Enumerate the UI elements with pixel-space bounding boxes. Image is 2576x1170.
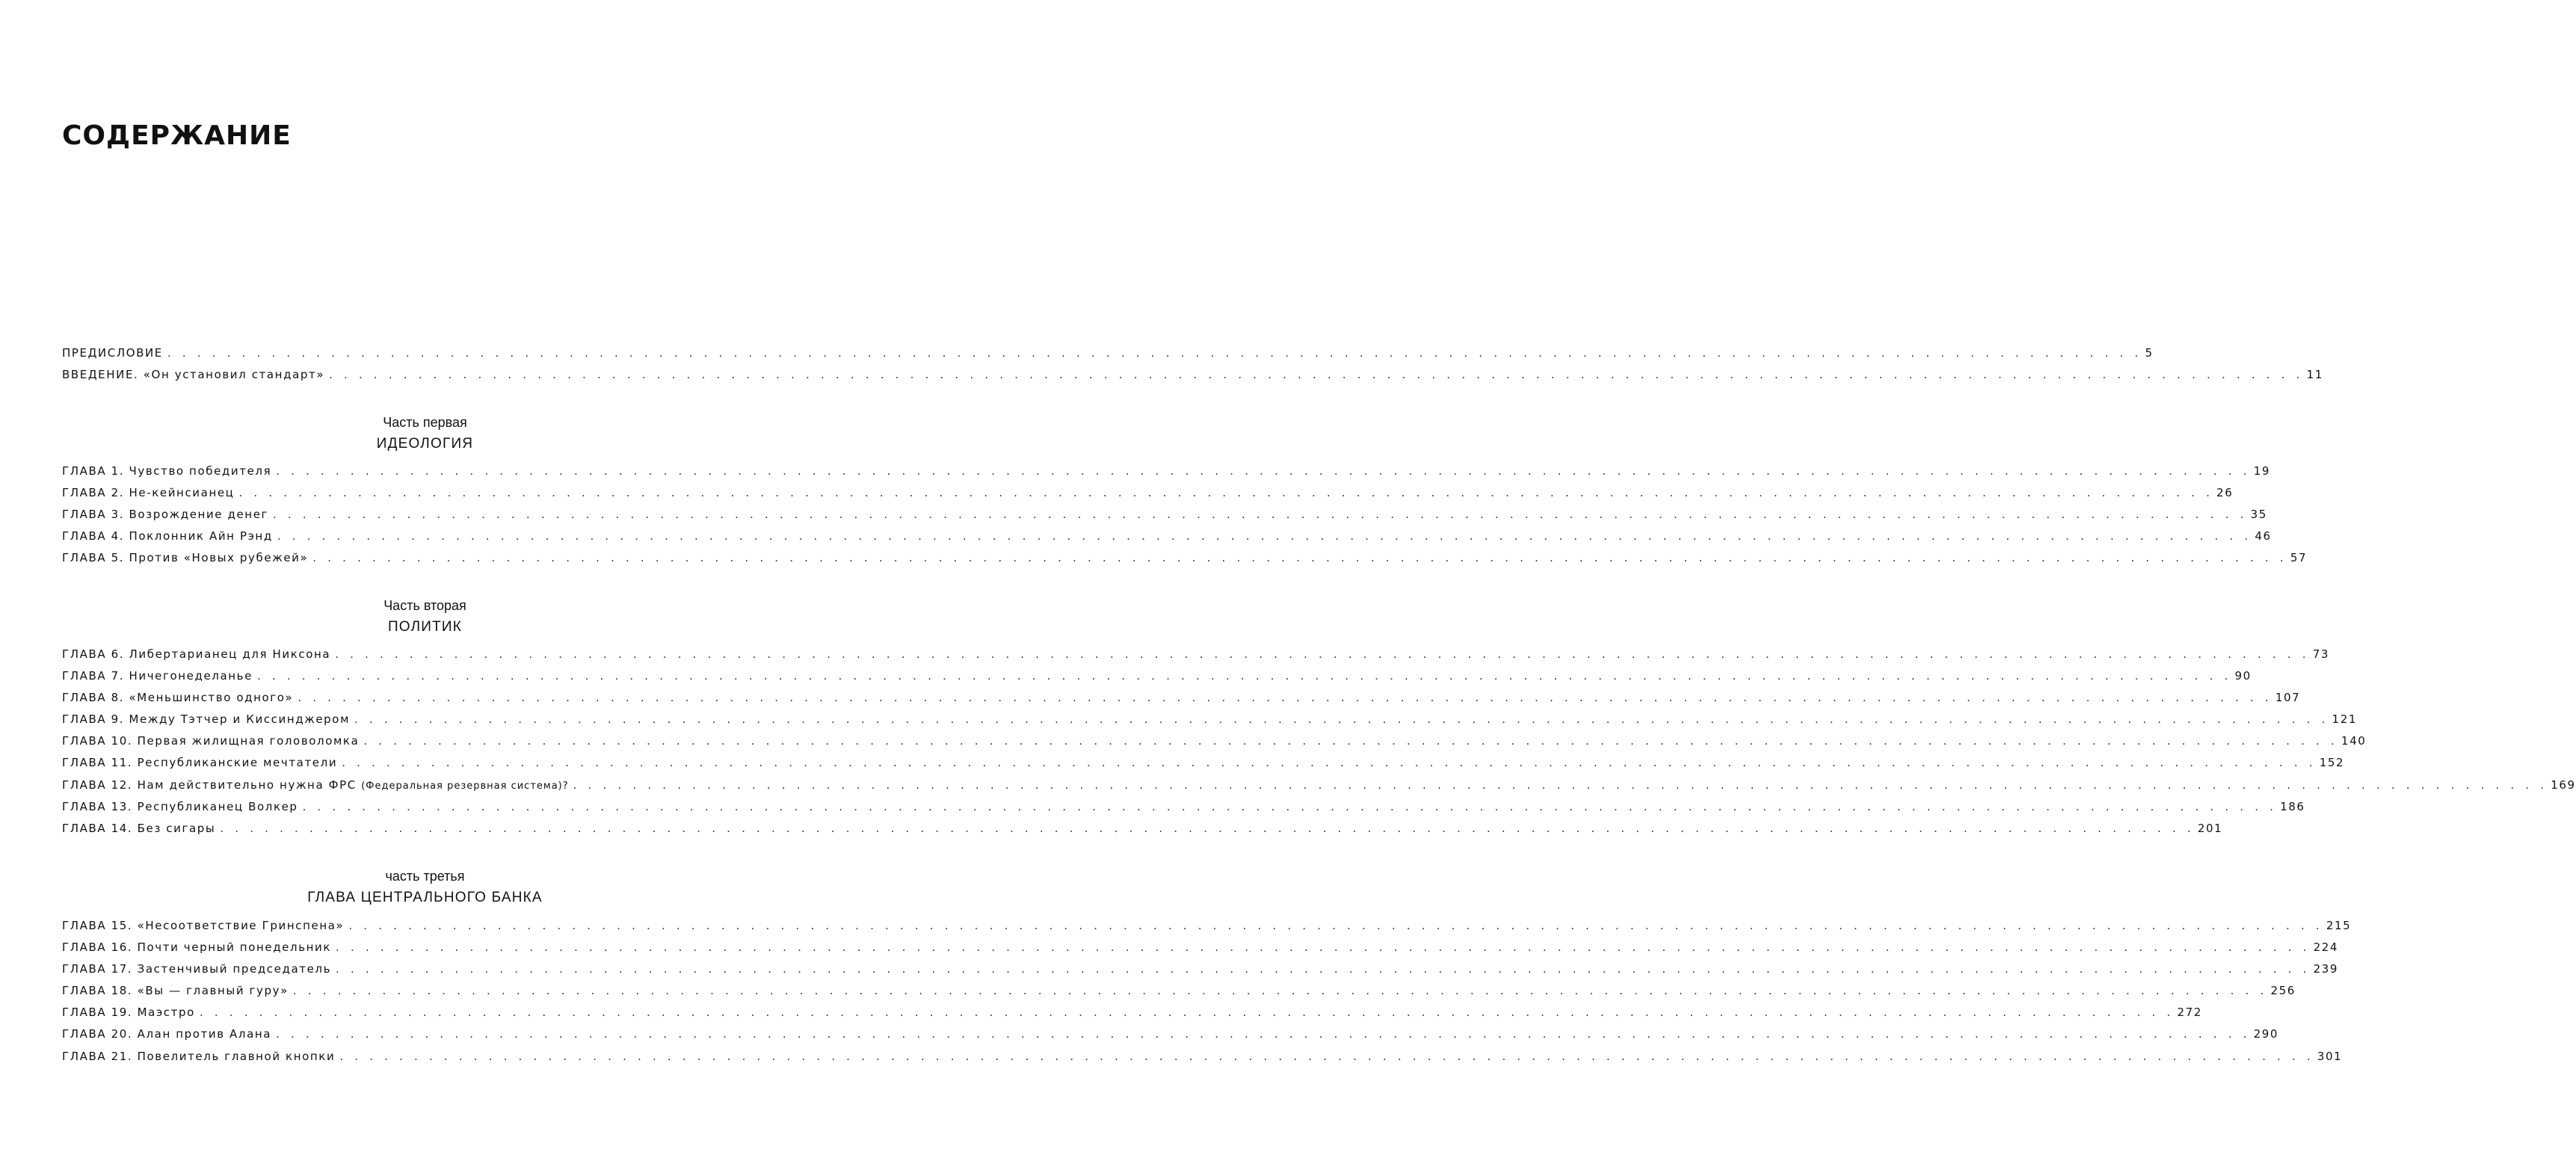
toc-entry-chapter-14[interactable] bbox=[62, 821, 2223, 843]
toc-entry-page: 57 bbox=[2290, 551, 2308, 565]
toc-entry-chapter-18[interactable] bbox=[62, 984, 2296, 1006]
toc-entry-page: 186 bbox=[2280, 799, 2305, 813]
toc-entry-page: 215 bbox=[2326, 919, 2352, 932]
toc-entry-page: 26 bbox=[2216, 486, 2234, 500]
dot-leader bbox=[363, 734, 2338, 748]
toc-entry-chapter-12[interactable] bbox=[62, 778, 2576, 800]
toc-entry-page: 224 bbox=[2313, 940, 2339, 955]
part-3-chapter-list bbox=[62, 919, 2352, 1071]
toc-entry-chapter-11[interactable] bbox=[62, 756, 2345, 778]
part-heading-1 bbox=[62, 413, 788, 454]
toc-entry-page: 152 bbox=[2319, 756, 2345, 770]
toc-entry-introduction[interactable] bbox=[62, 368, 2323, 390]
dot-leader bbox=[573, 778, 2548, 792]
toc-entry-title: ГЛАВА 8. «Меньшинство одного» bbox=[62, 691, 294, 705]
toc-entry-title: ГЛАВА 20. Алан против Алана bbox=[62, 1027, 272, 1041]
front-matter-list bbox=[62, 346, 2323, 390]
toc-entry-chapter-7[interactable] bbox=[62, 669, 2252, 691]
toc-entry-page: 140 bbox=[2341, 734, 2367, 748]
toc-entry-chapter-20[interactable] bbox=[62, 1027, 2279, 1049]
toc-entry-page: 201 bbox=[2197, 821, 2223, 835]
toc-entry-chapter-9[interactable] bbox=[62, 712, 2357, 734]
toc-entry-subtitle: (Федеральная резервная система)? bbox=[361, 780, 569, 792]
toc-entry-title: ПРЕДИСЛОВИЕ bbox=[62, 346, 163, 360]
dot-leader bbox=[276, 1027, 2251, 1041]
dot-leader bbox=[335, 647, 2310, 661]
toc-entry-title: ГЛАВА 9. Между Тэтчер и Киссинджером bbox=[62, 712, 350, 727]
toc-entry-title-main: ГЛАВА 12. Нам действительно нужна ФРС bbox=[62, 778, 357, 792]
toc-entry-title: ГЛАВА 15. «Несоответствие Гринспена» bbox=[62, 919, 345, 932]
toc-entry-page: 290 bbox=[2253, 1027, 2279, 1041]
toc-entry-chapter-2[interactable] bbox=[62, 486, 2234, 508]
page-title: СОДЕРЖАНИЕ bbox=[62, 120, 292, 151]
toc-entry-title: ГЛАВА 21. Повелитель главной кнопки bbox=[62, 1049, 336, 1063]
toc-entry-preface[interactable] bbox=[62, 346, 2154, 368]
dot-leader bbox=[342, 756, 2317, 769]
toc-entry-chapter-4[interactable] bbox=[62, 529, 2272, 551]
toc-entry-title: ГЛАВА 2. Не-кейнсианец bbox=[62, 486, 235, 500]
dot-leader bbox=[276, 464, 2251, 478]
toc-entry-page: 35 bbox=[2250, 508, 2267, 522]
part-1-chapter-list bbox=[62, 464, 2308, 573]
toc-entry-page: 73 bbox=[2312, 647, 2330, 661]
dot-leader bbox=[167, 346, 2142, 360]
dot-leader bbox=[336, 940, 2311, 954]
toc-entry-chapter-5[interactable] bbox=[62, 551, 2308, 573]
toc-entry-chapter-10[interactable] bbox=[62, 734, 2367, 756]
dot-leader bbox=[277, 529, 2252, 543]
dot-leader bbox=[329, 368, 2304, 381]
part-2-chapter-list bbox=[62, 647, 2576, 843]
toc-entry-title: ГЛАВА 11. Республиканские мечтатели bbox=[62, 756, 338, 770]
dot-leader bbox=[348, 919, 2323, 932]
toc-entry-title: ВВЕДЕНИЕ. «Он установил стандарт» bbox=[62, 368, 325, 382]
dot-leader bbox=[200, 1006, 2175, 1019]
dot-leader bbox=[354, 712, 2329, 726]
part-label: Часть вторая bbox=[383, 598, 466, 613]
toc-entry-title: ГЛАВА 5. Против «Новых рубежей» bbox=[62, 551, 309, 565]
toc-entry-page: 5 bbox=[2145, 346, 2154, 360]
toc-entry-chapter-8[interactable] bbox=[62, 691, 2301, 712]
part-label: часть третья bbox=[385, 869, 465, 884]
toc-entry-page: 256 bbox=[2270, 984, 2296, 998]
toc-entry-chapter-21[interactable] bbox=[62, 1049, 2343, 1071]
toc-entry-chapter-15[interactable] bbox=[62, 919, 2352, 940]
dot-leader bbox=[312, 551, 2287, 564]
toc-entry-page: 301 bbox=[2317, 1049, 2343, 1063]
toc-entry-page: 11 bbox=[2306, 368, 2323, 382]
toc-entry-chapter-6[interactable] bbox=[62, 647, 2330, 669]
toc-entry-chapter-3[interactable] bbox=[62, 508, 2267, 529]
dot-leader bbox=[336, 962, 2311, 976]
toc-entry-chapter-16[interactable] bbox=[62, 940, 2339, 962]
toc-entry-title: ГЛАВА 13. Республиканец Волкер bbox=[62, 799, 298, 813]
toc-entry-page: 272 bbox=[2177, 1006, 2202, 1020]
toc-entry-title: ГЛАВА 1. Чувство победителя bbox=[62, 464, 272, 478]
toc-entry-title: ГЛАВА 6. Либертарианец для Никсона bbox=[62, 647, 331, 661]
dot-leader bbox=[220, 822, 2195, 835]
toc-entry-page: 169 bbox=[2551, 778, 2576, 792]
dot-leader bbox=[293, 984, 2268, 997]
part-label: Часть первая bbox=[383, 415, 467, 430]
dot-leader bbox=[298, 691, 2273, 704]
toc-entry-page: 46 bbox=[2255, 529, 2272, 544]
toc-entry-title: ГЛАВА 16. Почти черный понедельник bbox=[62, 940, 332, 955]
toc-entry-page: 239 bbox=[2313, 962, 2339, 976]
toc-entry-title bbox=[62, 778, 569, 792]
toc-entry-chapter-17[interactable] bbox=[62, 962, 2339, 984]
toc-entry-chapter-1[interactable] bbox=[62, 464, 2271, 486]
toc-entry-page: 107 bbox=[2275, 691, 2301, 705]
toc-entry-chapter-19[interactable] bbox=[62, 1006, 2202, 1027]
part-title: ГЛАВА ЦЕНТРАЛЬНОГО БАНКА bbox=[307, 890, 543, 905]
toc-entry-page: 19 bbox=[2253, 464, 2271, 478]
toc-entry-title: ГЛАВА 14. Без сигары bbox=[62, 821, 216, 835]
part-title: ИДЕОЛОГИЯ bbox=[376, 436, 474, 452]
dot-leader bbox=[273, 508, 2248, 521]
dot-leader bbox=[239, 486, 2214, 499]
toc-entry-title: ГЛАВА 18. «Вы — главный гуру» bbox=[62, 984, 289, 998]
part-heading-2 bbox=[62, 597, 788, 637]
toc-entry-title: ГЛАВА 3. Возрождение денег bbox=[62, 508, 269, 522]
part-title: ПОЛИТИК bbox=[387, 619, 463, 635]
toc-entry-title: ГЛАВА 10. Первая жилищная головоломка bbox=[62, 734, 360, 748]
toc-entry-page: 90 bbox=[2234, 669, 2252, 683]
toc-entry-page: 121 bbox=[2332, 712, 2357, 727]
toc-entry-title: ГЛАВА 17. Застенчивый председатель bbox=[62, 962, 332, 976]
toc-entry-title: ГЛАВА 7. Ничегонеделанье bbox=[62, 669, 253, 683]
toc-entry-title: ГЛАВА 4. Поклонник Айн Рэнд bbox=[62, 529, 273, 544]
part-heading-3 bbox=[62, 867, 788, 908]
dot-leader bbox=[303, 800, 2278, 813]
dot-leader bbox=[339, 1050, 2314, 1063]
dot-leader bbox=[257, 669, 2232, 683]
toc-entry-chapter-13[interactable] bbox=[62, 799, 2305, 822]
toc-entry-title: ГЛАВА 19. Маэстро bbox=[62, 1006, 195, 1020]
